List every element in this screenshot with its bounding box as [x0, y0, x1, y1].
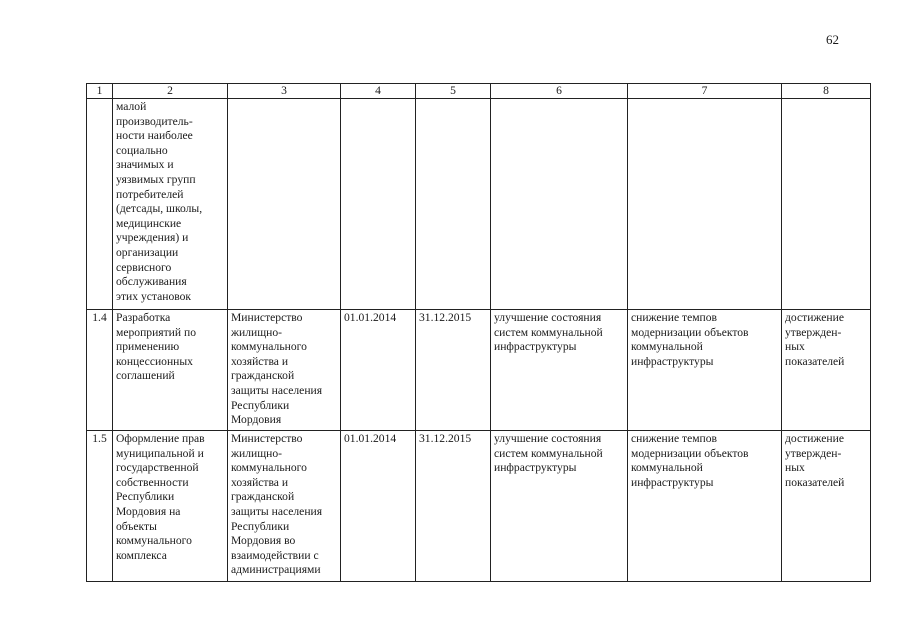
column-number: 7 — [628, 84, 782, 99]
column-number: 4 — [341, 84, 416, 99]
column-number: 5 — [416, 84, 491, 99]
measure-name: Разработка мероприятий по применению концессионных соглашений — [113, 310, 228, 431]
executor: Министерство жилищно- коммунального хозяйства и гражданской защиты населения Республики Мордовия — [228, 310, 341, 431]
measure-name: Оформление прав муниципальной и государственной собственности Республики Мордовия на объекты коммунального комплекса — [113, 431, 228, 582]
column-number: 2 — [113, 84, 228, 99]
non-implementation-consequence: снижение темпов модернизации объектов коммунальной инфраструктуры — [628, 431, 782, 582]
column-number-row — [87, 84, 871, 99]
column-number: 6 — [491, 84, 628, 99]
start-date — [341, 99, 416, 310]
executor — [228, 99, 341, 310]
non-implementation-consequence: снижение темпов модернизации объектов коммунальной инфраструктуры — [628, 310, 782, 431]
end-date — [416, 99, 491, 310]
end-date: 31.12.2015 — [416, 310, 491, 431]
row-number — [87, 99, 113, 310]
executor: Министерство жилищно- коммунального хозяйства и гражданской защиты населения Республики Мордовия во взаимодействии с администрациями — [228, 431, 341, 582]
measure-name: малой производитель- ности наиболее социально значимых и уязвимых групп потребителей (детсады, школы, медицинские учреждения) и организации сервисного обслуживания этих установок — [113, 99, 228, 310]
expected-result — [491, 99, 628, 310]
non-implementation-consequence — [628, 99, 782, 310]
column-number: 8 — [782, 84, 871, 99]
expected-result: улучшение состояния систем коммунальной инфраструктуры — [491, 431, 628, 582]
indicator-link: достижение утвержден- ных показателей — [782, 431, 871, 582]
table-row — [87, 431, 871, 582]
end-date: 31.12.2015 — [416, 431, 491, 582]
table-row — [87, 310, 871, 431]
row-number: 1.5 — [87, 431, 113, 582]
activities-table — [86, 83, 871, 582]
expected-result: улучшение состояния систем коммунальной инфраструктуры — [491, 310, 628, 431]
indicator-link: достижение утвержден- ных показателей — [782, 310, 871, 431]
row-number: 1.4 — [87, 310, 113, 431]
start-date: 01.01.2014 — [341, 310, 416, 431]
page-number: 62 — [826, 32, 839, 47]
start-date: 01.01.2014 — [341, 431, 416, 582]
column-number: 3 — [228, 84, 341, 99]
table-row — [87, 99, 871, 310]
column-number: 1 — [87, 84, 113, 99]
indicator-link — [782, 99, 871, 310]
